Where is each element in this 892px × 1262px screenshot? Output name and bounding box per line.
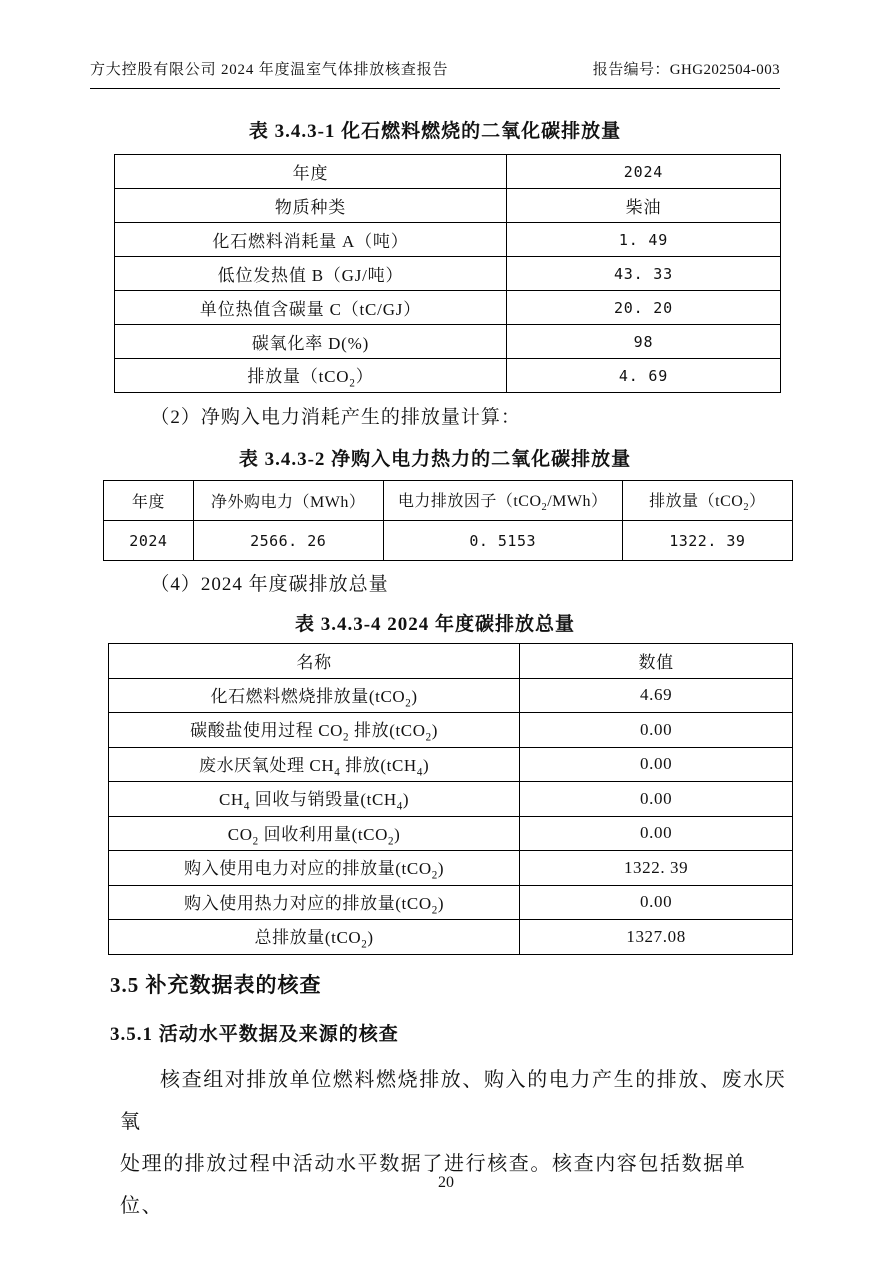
row-label: 低位发热值 B（GJ/吨） bbox=[115, 257, 507, 291]
intro-total-emissions: （4）2024 年度碳排放总量 bbox=[150, 574, 389, 595]
table-row bbox=[109, 747, 793, 782]
row-value: 0.00 bbox=[520, 747, 793, 782]
table-header-row bbox=[109, 644, 793, 679]
row-value: 43. 33 bbox=[506, 257, 780, 291]
body-paragraph bbox=[120, 1059, 788, 1227]
column-header: 电力排放因子（tCO$_2$/MWh） bbox=[383, 481, 622, 521]
table-row bbox=[109, 713, 793, 748]
cell-net-purchased-electricity: 2566. 26 bbox=[193, 521, 383, 561]
table3-title: 表 3.4.3-4 2024 年度碳排放总量 bbox=[294, 614, 576, 635]
row-value: 0.00 bbox=[520, 885, 793, 920]
page-header bbox=[90, 58, 780, 89]
row-label: 购入使用电力对应的排放量(tCO$_2$) bbox=[109, 851, 520, 886]
row-label: 废水厌氧处理 $CH_4$ 排放(tCH$_4$) bbox=[109, 747, 520, 782]
table-row bbox=[115, 291, 781, 325]
row-value: 4. 69 bbox=[506, 359, 780, 393]
table-row bbox=[109, 816, 793, 851]
paragraph-line: 核查组对排放单位燃料燃烧排放、购入的电力产生的排放、废水厌氧 bbox=[120, 1068, 787, 1133]
table-annual-total-emissions bbox=[108, 643, 793, 955]
row-value: 4.69 bbox=[520, 678, 793, 713]
column-header-name: 名称 bbox=[109, 644, 520, 679]
table-row bbox=[115, 257, 781, 291]
table-row bbox=[104, 521, 793, 561]
paragraph-line: 处理的排放过程中活动水平数据了进行核查。核查内容包括数据单位、 bbox=[120, 1152, 747, 1217]
row-value: 0.00 bbox=[520, 713, 793, 748]
section-heading-3-5-1: 3.5.1 活动水平数据及来源的核查 bbox=[110, 1023, 399, 1045]
row-value: 柴油 bbox=[506, 189, 780, 223]
row-label: 物质种类 bbox=[115, 189, 507, 223]
table-row bbox=[115, 155, 781, 189]
row-value: 0.00 bbox=[520, 782, 793, 817]
column-header: 净外购电力（MWh） bbox=[193, 481, 383, 521]
row-label: $CO_2$ 回收利用量(tCO$_2$) bbox=[109, 816, 520, 851]
row-value: 0.00 bbox=[520, 816, 793, 851]
table-purchased-electricity-emissions bbox=[103, 480, 793, 561]
table2-title: 表 3.4.3-2 净购入电力热力的二氧化碳排放量 bbox=[238, 449, 632, 470]
cell-emission-factor: 0. 5153 bbox=[383, 521, 622, 561]
column-header: 年度 bbox=[104, 481, 194, 521]
table-row bbox=[115, 223, 781, 257]
table-row bbox=[109, 851, 793, 886]
table-row bbox=[109, 678, 793, 713]
row-label: 碳氧化率 D(%) bbox=[115, 325, 507, 359]
cell-emissions: 1322. 39 bbox=[622, 521, 792, 561]
page-number: 20 bbox=[438, 1174, 454, 1191]
row-label: $CH_4$ 回收与销毁量(tCH$_4$) bbox=[109, 782, 520, 817]
row-label: 购入使用热力对应的排放量(tCO$_2$) bbox=[109, 885, 520, 920]
cell-year: 2024 bbox=[104, 521, 194, 561]
header-report-title: 方大控股有限公司 2024 年度温室气体排放核查报告 bbox=[90, 62, 449, 78]
row-value: 98 bbox=[506, 325, 780, 359]
row-label: 年度 bbox=[115, 155, 507, 189]
column-header: 排放量（tCO$_2$） bbox=[622, 481, 792, 521]
table-fossil-fuel-emissions bbox=[114, 154, 781, 393]
table1-title: 表 3.4.3-1 化石燃料燃烧的二氧化碳排放量 bbox=[248, 121, 622, 142]
table-row bbox=[115, 189, 781, 223]
row-value: 1. 49 bbox=[506, 223, 780, 257]
header-report-number: 报告编号：GHG202504-003 bbox=[592, 62, 780, 78]
row-value: 2024 bbox=[506, 155, 780, 189]
column-header-value: 数值 bbox=[520, 644, 793, 679]
row-label: 排放量（tCO$_2$） bbox=[115, 359, 507, 393]
table-row bbox=[109, 885, 793, 920]
row-label: 总排放量(tCO$_2$) bbox=[109, 920, 520, 955]
table-row bbox=[115, 325, 781, 359]
row-label: 化石燃料消耗量 A（吨） bbox=[115, 223, 507, 257]
table-header-row bbox=[104, 481, 793, 521]
row-value: 20. 20 bbox=[506, 291, 780, 325]
section-heading-3-5: 3.5 补充数据表的核查 bbox=[110, 972, 322, 997]
row-value: 1327.08 bbox=[520, 920, 793, 955]
intro-electricity-calc: （2）净购入电力消耗产生的排放量计算： bbox=[150, 407, 521, 428]
row-label: 化石燃料燃烧排放量(tCO$_2$) bbox=[109, 678, 520, 713]
table-row bbox=[109, 782, 793, 817]
row-value: 1322. 39 bbox=[520, 851, 793, 886]
row-label: 单位热值含碳量 C（tC/GJ） bbox=[115, 291, 507, 325]
table-row bbox=[115, 359, 781, 393]
table-row bbox=[109, 920, 793, 955]
row-label: 碳酸盐使用过程 $CO_2$ 排放(tCO$_2$) bbox=[109, 713, 520, 748]
